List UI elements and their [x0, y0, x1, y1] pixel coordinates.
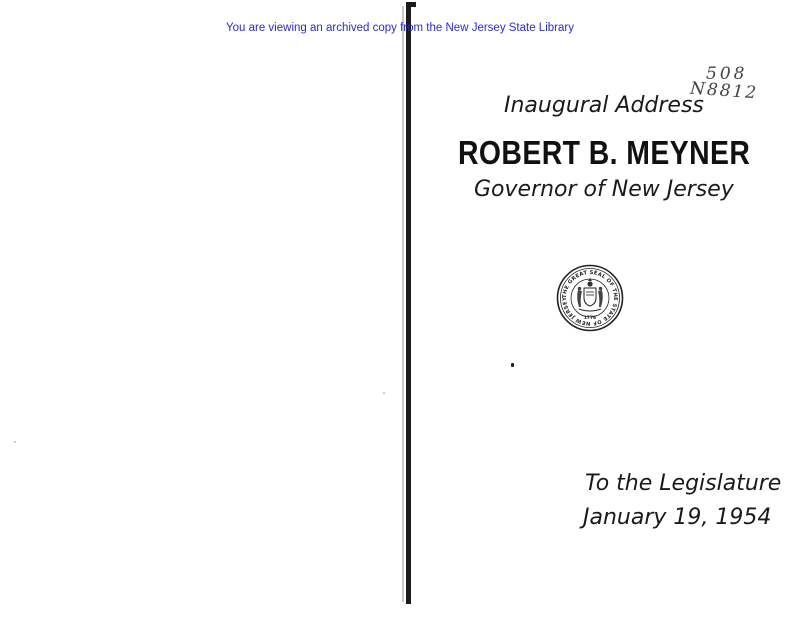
binding-spine-corner: [406, 2, 416, 7]
governor-name: ROBERT B. MEYNER: [458, 134, 751, 171]
scan-speck: [511, 363, 514, 367]
seal-inscription: THE GREAT SEAL OF THE STATE OF NEW JERSEY: [561, 269, 619, 327]
address-date: January 19, 1954: [583, 505, 772, 530]
recipient-line: To the Legislature: [585, 471, 782, 496]
inaugural-address-label: Inaugural Address: [504, 93, 704, 118]
handwritten-line-1: 508: [706, 64, 748, 84]
handwritten-line-2: N8812: [689, 78, 759, 104]
seal-year: 1776: [583, 316, 597, 321]
binding-shadow: [402, 6, 404, 602]
state-seal-icon: [556, 264, 624, 332]
binding-spine: [406, 2, 411, 604]
handwritten-call-number: [690, 64, 770, 106]
governor-title: Governor of New Jersey: [474, 177, 734, 202]
scan-dust: [383, 392, 385, 394]
archive-banner: You are viewing an archived copy from the New Jersey State Library: [226, 22, 574, 34]
scan-dust: [14, 441, 16, 443]
